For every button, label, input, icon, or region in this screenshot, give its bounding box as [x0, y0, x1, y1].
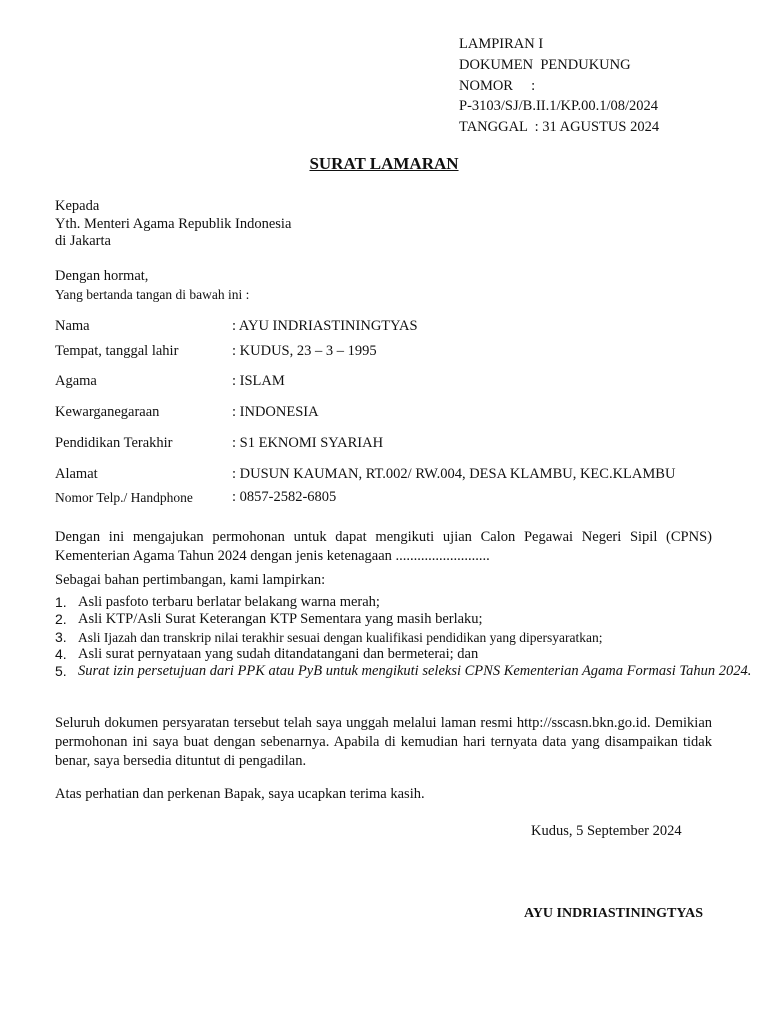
statement-paragraph: Seluruh dokumen persyaratan tersebut telah saya unggah melalui laman resmi http://sscasn.bkn.go.id. Demikian permohonan ini saya buat dengan sebenarnya. Apabila di kemudian hari ternyata data yang disampaikan tidak benar, saya bersedia dituntut di pengadilan. — [55, 715, 712, 769]
field-value-education: : S1 EKNOMI SYARIAH — [232, 435, 384, 451]
list-item-number: 3. — [55, 628, 67, 645]
field-label-phone: Nomor Telp./ Handphone — [55, 490, 193, 505]
supporting-document-label: DOKUMEN PENDUKUNG — [459, 56, 631, 73]
list-item — [55, 594, 715, 611]
addressee-block — [55, 198, 291, 251]
field-value-birth: : KUDUS, 23 – 3 – 1995 — [232, 343, 377, 359]
field-label-birth: Tempat, tanggal lahir — [55, 343, 179, 359]
list-item — [55, 663, 752, 680]
list-item-text: Asli Ijazah dan transkrip nilai terakhir sesuai dengan kualifikasi pendidikan yang dipersyaratkan; — [78, 629, 603, 645]
field-label-address: Alamat — [55, 466, 98, 482]
list-item-text: Asli pasfoto terbaru berlatar belakang warna merah; — [78, 594, 380, 610]
place-date: Kudus, 5 September 2024 — [531, 823, 682, 839]
signer-name: AYU INDRIASTININGTYAS — [524, 906, 704, 921]
field-value-name: : AYU INDRIASTININGTYAS — [232, 318, 418, 334]
closing-line: Atas perhatian dan perkenan Bapak, saya ucapkan terima kasih. — [55, 786, 425, 802]
addressee-location: di Jakarta — [55, 233, 111, 249]
list-item-number: 2. — [55, 611, 67, 628]
field-value-citizenship: : INDONESIA — [232, 404, 319, 420]
greeting-block — [55, 268, 249, 303]
attachment-label: LAMPIRAN I — [459, 36, 544, 52]
list-item-text: Asli KTP/Asli Surat Keterangan KTP Sementara yang masih berlaku; — [78, 611, 483, 628]
attachments-intro: Sebagai bahan pertimbangan, kami lampirkan: — [55, 572, 326, 588]
list-item-number: 4. — [55, 645, 67, 662]
field-value-address: : DUSUN KAUMAN, RT.002/ RW.004, DESA KLAMBU, KEC.KLAMBU — [232, 466, 676, 482]
field-label-citizenship: Kewarganegaraan — [55, 404, 160, 420]
request-paragraph: Dengan ini mengajukan permohonan untuk dapat mengikuti ujian Calon Pegawai Negeri Sipil (CPNS) Kementerian Agama Tahun 2024 dengan jenis ketenagaan .......................... — [55, 529, 712, 564]
field-label-religion: Agama — [55, 373, 97, 389]
field-label-name: Nama — [55, 318, 90, 334]
signatory-intro: Yang bertanda tangan di bawah ini : — [55, 286, 250, 302]
list-item — [55, 629, 715, 646]
field-value-phone: : 0857-2582-6805 — [232, 489, 337, 505]
attachments-list — [55, 594, 752, 680]
list-item-text: Asli surat pernyataan yang sudah ditandatangani dan bermeterai; dan — [78, 645, 479, 662]
addressee-recipient: Yth. Menteri Agama Republik Indonesia — [55, 215, 292, 232]
attachment-reference-block — [459, 34, 659, 138]
list-item-text: Surat izin persetujuan dari PPK atau PyB untuk mengikuti seleksi CPNS Kementerian Agama Formasi Tahun 2024. — [78, 663, 752, 680]
number-value: P-3103/SJ/B.II.1/KP.00.1/08/2024 — [459, 98, 658, 115]
list-item-number: 1. — [55, 594, 67, 610]
field-value-religion: : ISLAM — [232, 373, 285, 389]
letter-title: SURAT LAMARAN — [309, 154, 459, 173]
number-label: NOMOR : — [459, 77, 536, 94]
date-line: TANGGAL : 31 AGUSTUS 2024 — [459, 119, 660, 136]
salutation: Dengan hormat, — [55, 268, 149, 284]
list-item-number: 5. — [55, 663, 67, 680]
list-item — [55, 611, 715, 628]
addressee-to: Kepada — [55, 198, 100, 214]
field-label-education: Pendidikan Terakhir — [55, 435, 173, 451]
list-item — [55, 646, 715, 663]
